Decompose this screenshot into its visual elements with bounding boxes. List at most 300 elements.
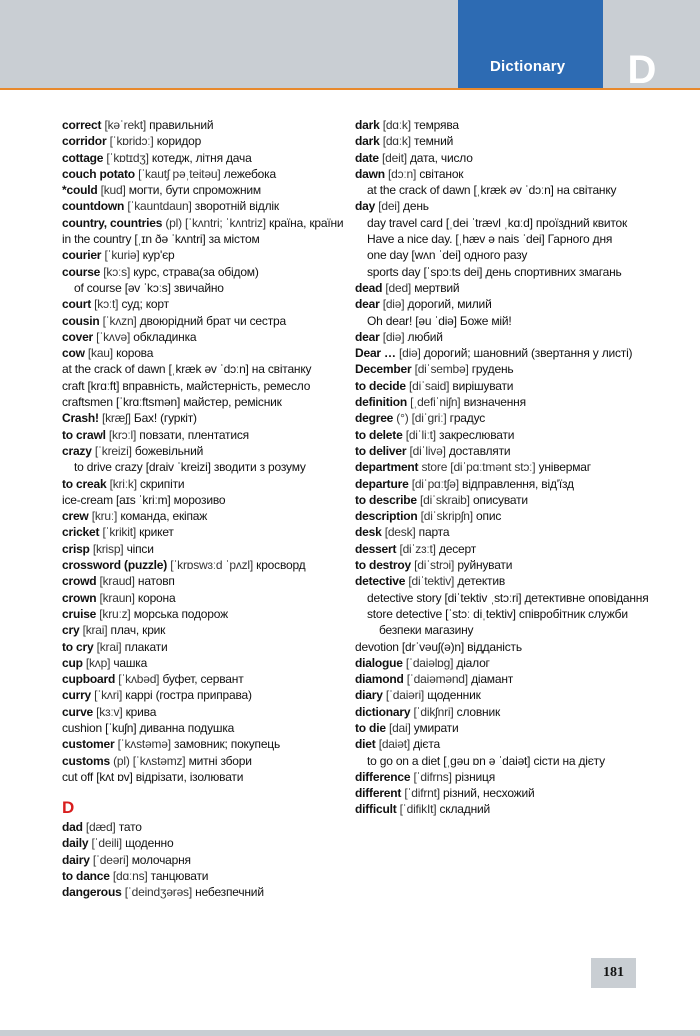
entry-headword: different	[355, 786, 402, 801]
dictionary-entry	[62, 247, 352, 263]
entry-transcription: [ˈkʌstəmə]	[117, 737, 171, 752]
entry-translation: дорогий; шановний (звертання у листі)	[423, 346, 633, 361]
entry-translation: day travel card [ˌdei ˈtrævl ˌkɑːd] проїздний квиток	[367, 215, 628, 230]
page-number: 181	[603, 965, 624, 980]
entry-headword: to describe	[355, 492, 417, 507]
entry-transcription: [dei]	[378, 199, 400, 214]
entry-headword: cruise	[62, 606, 97, 621]
entry-translation: опис	[476, 509, 502, 524]
dictionary-entry	[355, 117, 655, 133]
entry-translation: корова	[116, 346, 154, 361]
dictionary-entry	[62, 606, 352, 622]
dictionary-entry	[62, 410, 352, 426]
entry-translation: craft [krɑːft] вправність, майстерність, ремесло	[62, 378, 311, 393]
entry-transcription: [ˈkʌvə]	[96, 329, 131, 344]
entry-translation: доставляти	[448, 443, 511, 458]
entry-translation: правильний	[149, 118, 214, 132]
entry-translation: складний	[439, 802, 490, 817]
dictionary-entry	[62, 345, 352, 361]
entry-translation: зворотній відлік	[194, 199, 279, 214]
entry-headword: diamond	[355, 672, 404, 687]
entry-transcription: [diˈlivə]	[409, 443, 446, 458]
dictionary-entry	[62, 427, 352, 443]
entry-transcription: [ˈkʌri]	[94, 688, 123, 703]
entry-headword: diet	[355, 737, 376, 752]
entry-transcription: [krai]	[82, 623, 108, 638]
dictionary-entry	[62, 492, 352, 508]
dictionary-entry	[62, 150, 352, 166]
entry-translation: cushion [ˈkuʃn] диванна подушка	[62, 720, 235, 735]
entry-headword: dear	[355, 329, 380, 344]
dictionary-entry	[355, 541, 655, 557]
entry-translation: діалог	[456, 655, 490, 670]
entry-translation: десерт	[438, 541, 477, 556]
entry-headword: crazy	[62, 443, 92, 458]
left-entries	[62, 117, 352, 785]
entry-transcription: [ˈkuriə]	[104, 248, 140, 263]
entry-translation: sports day [ˈspɔːts dei] день спортивних змагань	[367, 264, 622, 279]
entry-headword: dessert	[355, 541, 397, 556]
entry-headword: description	[355, 509, 418, 524]
dictionary-entry	[62, 280, 352, 296]
entry-transcription: [ˈkʌzn]	[102, 313, 137, 328]
entry-transcription: [krai]	[96, 639, 122, 654]
dictionary-entry	[355, 639, 655, 655]
entry-translation: могти, бути спроможним	[128, 183, 261, 198]
entry-transcription: [diˈliːt]	[405, 427, 436, 442]
entry-transcription: [kraud]	[99, 574, 135, 589]
dictionary-entry	[62, 361, 352, 377]
dictionary-entry	[355, 492, 655, 508]
dictionary-entry	[62, 736, 352, 752]
entry-headword: dark	[355, 134, 380, 149]
entry-transcription: [kʌp]	[85, 655, 111, 670]
dictionary-entry	[355, 296, 655, 312]
entry-transcription: [diˈskraib]	[419, 492, 470, 507]
entry-translation: дорогий, милий	[407, 297, 492, 312]
entry-transcription: [ded]	[385, 280, 412, 295]
entry-headword: course	[62, 264, 101, 279]
dictionary-entry	[62, 378, 352, 394]
entry-transcription: [ˈkautʃ pəˌteitəu]	[138, 166, 221, 181]
entry-transcription: [kruː]	[91, 509, 118, 524]
entry-translation: плакати	[124, 639, 168, 654]
entry-transcription: [dɑːk]	[382, 134, 411, 149]
entry-translation: країна, країни	[269, 215, 344, 230]
entry-transcription: [diˈzɜːt]	[399, 541, 436, 556]
dictionary-entry	[62, 753, 352, 769]
dictionary-entry	[355, 655, 655, 671]
entry-translation: one day [wʌn ˈdei] одного разу	[367, 248, 528, 263]
entry-translation: мертвий	[414, 280, 460, 295]
entry-transcription: [ˈdifrns]	[413, 769, 452, 784]
entry-headword: customer	[62, 737, 115, 752]
entry-headword: crisp	[62, 541, 90, 556]
entry-transcription: [ˈdikʃnri]	[413, 704, 454, 719]
entry-translation: замовник; покупець	[174, 737, 281, 752]
entry-translation: Oh dear! [əu ˈdiə] Боже мій!	[367, 313, 512, 328]
dictionary-entry	[355, 557, 655, 573]
entry-transcription: [dæd]	[85, 820, 116, 835]
entry-translation: обкладинка	[133, 329, 197, 344]
entry-headword: December	[355, 362, 412, 377]
entry-transcription: [ˈkrikit]	[102, 525, 136, 540]
entry-translation: митні збори	[188, 753, 252, 768]
left-column	[62, 117, 352, 901]
entry-transcription: (pl) [ˈkʌntri; ˈkʌntriz]	[165, 215, 266, 230]
section-letter: D	[627, 48, 657, 92]
dictionary-entry	[355, 313, 655, 329]
entry-transcription: [diə]	[382, 329, 405, 344]
entry-transcription: [diˈsaid]	[409, 378, 450, 393]
entry-headword: definition	[355, 395, 407, 410]
dictionary-entry	[62, 476, 352, 492]
dictionary-entry	[355, 394, 655, 410]
entry-translation: кур'єр	[142, 248, 175, 263]
entry-headword: countdown	[62, 199, 125, 214]
entry-transcription: [ˈkauntdaun]	[127, 199, 192, 214]
entry-headword: degree	[355, 411, 394, 426]
entry-transcription: (pl) [ˈkʌstəmz]	[113, 753, 186, 768]
dictionary-entry	[355, 704, 655, 720]
dictionary-entry	[62, 622, 352, 638]
dictionary-entry	[355, 231, 655, 247]
dictionary-entry	[62, 639, 352, 655]
entry-translation: чіпси	[126, 541, 154, 556]
entry-translation: морська подорож	[133, 606, 228, 621]
entry-transcription: [ˈdeəri]	[92, 852, 129, 867]
entry-headword: crowd	[62, 574, 97, 589]
entry-transcription: [dɔːn]	[388, 166, 417, 181]
dictionary-entry	[62, 868, 352, 884]
entry-transcription: [diˈstrɔi]	[414, 558, 455, 573]
entry-headword: dawn	[355, 166, 385, 181]
dictionary-entry	[62, 182, 352, 198]
entry-translation: парта	[418, 525, 450, 540]
entry-transcription: [dɑːk]	[382, 118, 411, 132]
entry-headword: to creak	[62, 476, 107, 491]
dictionary-entry	[355, 671, 655, 687]
entry-translation: буфет, сервант	[162, 672, 244, 687]
entry-headword: customs	[62, 753, 110, 768]
entry-translation: божевільний	[134, 443, 204, 458]
entry-headword: to destroy	[355, 558, 412, 573]
dictionary-entry	[355, 410, 655, 426]
dictionary-entry	[355, 264, 655, 280]
entry-translation: універмаг	[538, 460, 591, 475]
entry-transcription: [daiət]	[378, 737, 410, 752]
entry-translation: відправлення, від'їзд	[462, 476, 574, 491]
dictionary-entry	[62, 313, 352, 329]
right-entries	[355, 117, 655, 818]
entry-translation: словник	[456, 704, 501, 719]
entry-headword: to deliver	[355, 443, 407, 458]
dictionary-entry	[62, 590, 352, 606]
entry-transcription: [kəˈrekt]	[104, 118, 146, 132]
entry-transcription: [kɔːs]	[103, 264, 131, 279]
dictionary-entry	[62, 508, 352, 524]
dictionary-entry	[355, 361, 655, 377]
entry-headword: dead	[355, 280, 383, 295]
entry-headword: cousin	[62, 313, 100, 328]
dictionary-entry	[355, 476, 655, 492]
page-bottom-band	[0, 1030, 700, 1036]
section-tab	[458, 0, 603, 88]
entry-transcription: [krɔːl]	[108, 427, 137, 442]
entry-transcription: [kau]	[87, 346, 113, 361]
entry-translation: store detective [ˈstɔː diˌtektiv] співробітник служби безпеки магазину	[367, 606, 628, 638]
dictionary-entry	[355, 590, 655, 606]
dictionary-entry	[355, 166, 655, 182]
dictionary-entry	[355, 459, 655, 475]
entry-translation: вирішувати	[452, 378, 514, 393]
entry-translation: різний, несхожий	[443, 786, 535, 801]
dictionary-entry	[355, 785, 655, 801]
entry-headword: curry	[62, 688, 92, 703]
entry-translation: devotion [drˈvəuʃ(ə)n] відданість	[355, 639, 522, 654]
entry-transcription: [desk]	[384, 525, 416, 540]
entry-headword: diary	[355, 688, 383, 703]
entry-headword: dictionary	[355, 704, 411, 719]
entry-translation: щоденник	[427, 688, 481, 703]
entry-translation: крикет	[139, 525, 174, 540]
entry-headword: to decide	[355, 378, 406, 393]
dictionary-entry	[355, 753, 655, 769]
entry-transcription: [ˈkɒtɪdʒ]	[106, 150, 149, 165]
dictionary-entry	[355, 606, 655, 639]
left-d-entries	[62, 819, 352, 900]
entry-transcription: [dai]	[388, 720, 411, 735]
entry-translation: to go on a diet [ˌgəu ɒn ə ˈdaiət] сісти на дієту	[367, 753, 605, 768]
entry-translation: світанок	[419, 166, 464, 181]
entry-translation: дата, число	[409, 150, 473, 165]
dictionary-entry	[62, 459, 352, 475]
dictionary-entry	[62, 231, 352, 247]
entry-transcription: store [diˈpɑːtmənt stɔː]	[421, 460, 536, 475]
entry-headword: court	[62, 297, 92, 312]
entry-translation: лежебока	[223, 166, 276, 181]
dictionary-entry	[355, 247, 655, 263]
dictionary-entry	[355, 215, 655, 231]
dictionary-entry	[355, 198, 655, 214]
entry-translation: діамант	[471, 672, 514, 687]
dictionary-entry	[62, 852, 352, 868]
entry-translation: закреслювати	[439, 427, 515, 442]
entry-translation: of course [əv ˈkɔːs] звичайно	[74, 280, 224, 295]
dictionary-entry	[62, 133, 352, 149]
entry-headword: cry	[62, 623, 80, 638]
entry-transcription: [ˈdaiəri]	[385, 688, 425, 703]
dictionary-entry	[62, 720, 352, 736]
dictionary-entry	[62, 573, 352, 589]
entry-headword: dad	[62, 820, 83, 835]
entry-transcription: [diə]	[382, 297, 405, 312]
entry-translation: detective story [diˈtektiv ˌstɔːri] детективне оповідання	[367, 590, 649, 605]
dictionary-entry	[62, 769, 352, 785]
dictionary-entry	[355, 280, 655, 296]
entry-transcription: [ˈkreizi]	[94, 443, 132, 458]
entry-transcription: [krisp]	[92, 541, 124, 556]
dictionary-entry	[355, 573, 655, 589]
entry-translation: in the country [ˌɪn ðə ˈkʌntri] за містом	[62, 232, 260, 247]
entry-translation: корона	[137, 590, 176, 605]
dictionary-entry	[355, 133, 655, 149]
entry-headword: difference	[355, 769, 411, 784]
entry-transcription: [kruːz]	[99, 606, 131, 621]
entry-headword: cup	[62, 655, 83, 670]
entry-translation: коридор	[156, 134, 202, 149]
entry-headword: curve	[62, 704, 94, 719]
entry-translation: описувати	[472, 492, 528, 507]
entry-headword: Dear …	[355, 346, 396, 361]
dictionary-entry	[355, 378, 655, 394]
entry-transcription: [ˈdifrnt]	[404, 786, 440, 801]
entry-headword: dialogue	[355, 655, 403, 670]
entry-translation: Бах! (гуркіт)	[133, 411, 197, 426]
entry-headword: to die	[355, 720, 386, 735]
entry-headword: correct	[62, 118, 102, 132]
entry-translation: градус	[449, 411, 486, 426]
dictionary-entry	[62, 704, 352, 720]
entry-translation: cut off [kʌt ɒv] відрізати, ізолювати	[62, 769, 244, 784]
entry-translation: руйнувати	[457, 558, 513, 573]
entry-translation: натовп	[137, 574, 175, 589]
dictionary-entry	[355, 427, 655, 443]
dictionary-entry	[62, 524, 352, 540]
entry-headword: cow	[62, 346, 85, 361]
entry-headword: cupboard	[62, 672, 116, 687]
entry-headword: dairy	[62, 852, 90, 867]
entry-translation: умирати	[413, 720, 459, 735]
entry-transcription: [diˈpɑːtʃə]	[411, 476, 459, 491]
entry-transcription: [ˌdefiˈniʃn]	[410, 395, 461, 410]
entry-headword: crew	[62, 509, 89, 524]
entry-headword: dangerous	[62, 885, 122, 900]
entry-transcription: [kɔːt]	[94, 297, 119, 312]
entry-translation: двоюрідний брат чи сестра	[139, 313, 286, 328]
dictionary-entry	[355, 524, 655, 540]
dictionary-entry	[62, 884, 352, 900]
entry-translation: темний	[414, 134, 454, 149]
entry-translation: at the crack of dawn [ˌkræk əv ˈdɔːn] на світанку	[62, 362, 312, 377]
entry-translation: дієта	[413, 737, 440, 752]
dictionary-entry	[62, 166, 352, 182]
entry-transcription: [dɑːns]	[112, 869, 148, 884]
entry-translation: день	[403, 199, 429, 214]
dictionary-entry	[355, 720, 655, 736]
entry-headword: cover	[62, 329, 94, 344]
entry-translation: щоденно	[125, 836, 174, 851]
entry-headword: department	[355, 460, 419, 475]
entry-translation: тато	[118, 820, 142, 835]
entry-translation: визначення	[463, 395, 526, 410]
entry-translation: молочарня	[131, 852, 191, 867]
entry-headword: day	[355, 199, 376, 214]
entry-translation: craftsmen [ˈkrɑːftsmən] майстер, ремісник	[62, 395, 282, 410]
dictionary-entry	[62, 671, 352, 687]
entry-translation: скрипіти	[139, 476, 185, 491]
entry-translation: чашка	[113, 655, 148, 670]
entry-translation: любий	[407, 329, 443, 344]
entry-transcription: [kraun]	[99, 590, 135, 605]
entry-headword: courier	[62, 248, 102, 263]
entry-transcription: [ˈkʌbəd]	[118, 672, 160, 687]
entry-transcription: [kud]	[100, 183, 126, 198]
entry-transcription: [diˈskripʃn]	[420, 509, 473, 524]
dictionary-entry	[62, 394, 352, 410]
entry-transcription: [diə]	[398, 346, 421, 361]
entry-transcription: [kɜːv]	[96, 704, 123, 719]
entry-headword: to cry	[62, 639, 94, 654]
entry-translation: команда, екіпаж	[120, 509, 208, 524]
entry-headword: cricket	[62, 525, 100, 540]
section-tab-label: Dictionary	[490, 58, 566, 75]
dictionary-entry	[355, 508, 655, 524]
entry-translation: різниця	[454, 769, 496, 784]
entry-transcription: [deit]	[382, 150, 407, 165]
dictionary-entry	[62, 215, 352, 231]
dictionary-entry	[62, 443, 352, 459]
entry-headword: departure	[355, 476, 409, 491]
entry-translation: to drive crazy [draiv ˈkreizi] зводити з розуму	[74, 460, 306, 475]
dictionary-entry	[62, 557, 352, 573]
entry-transcription: (°) [diˈgriː]	[396, 411, 447, 426]
entry-headword: dear	[355, 297, 380, 312]
entry-translation: Have a nice day. [ˌhæv ə nais ˈdei] Гарного дня	[367, 232, 613, 247]
entry-headword: to crawl	[62, 427, 106, 442]
dictionary-entry	[355, 150, 655, 166]
entry-translation: ice-cream [aɪs ˈkriːm] морозиво	[62, 492, 226, 507]
entry-translation: танцювати	[150, 869, 209, 884]
dictionary-entry	[355, 443, 655, 459]
entry-headword: corridor	[62, 134, 107, 149]
right-column	[355, 117, 655, 818]
entry-translation: суд; корт	[121, 297, 169, 312]
entry-translation: плач, крик	[110, 623, 166, 638]
entry-headword: desk	[355, 525, 382, 540]
dictionary-entry	[355, 182, 655, 198]
dictionary-entry	[355, 736, 655, 752]
entry-translation: повзати, плентатися	[139, 427, 249, 442]
dictionary-entry	[62, 264, 352, 280]
dictionary-entry	[355, 687, 655, 703]
entry-translation: каррі (гостра приправа)	[125, 688, 252, 703]
entry-transcription: [ˈdaiəlɒg]	[405, 655, 454, 670]
entry-headword: difficult	[355, 802, 397, 817]
entry-headword: dark	[355, 118, 380, 132]
dictionary-entry	[62, 819, 352, 835]
entry-transcription: [ˈdifikIt]	[399, 802, 437, 817]
dictionary-entry	[62, 541, 352, 557]
entry-translation: котедж, літня дача	[151, 150, 252, 165]
entry-headword: date	[355, 150, 379, 165]
dictionary-entry	[62, 329, 352, 345]
entry-transcription: [ˈkɒridɔː]	[109, 134, 154, 149]
entry-headword: crown	[62, 590, 97, 605]
entry-headword: *could	[62, 183, 98, 198]
entry-transcription: [kræʃ]	[101, 411, 131, 426]
dictionary-entry	[62, 296, 352, 312]
entry-transcription: [kriːk]	[109, 476, 137, 491]
entry-headword: to dance	[62, 869, 110, 884]
dictionary-entry	[62, 198, 352, 214]
entry-headword: to delete	[355, 427, 403, 442]
entry-headword: couch potato	[62, 166, 135, 181]
entry-translation: курс, страва(за обідом)	[133, 264, 259, 279]
entry-translation: at the crack of dawn [ˌkræk əv ˈdɔːn] на світанку	[367, 183, 617, 198]
entry-transcription: [ˈdeindʒərəs]	[124, 885, 192, 900]
dictionary-entry	[62, 117, 352, 133]
